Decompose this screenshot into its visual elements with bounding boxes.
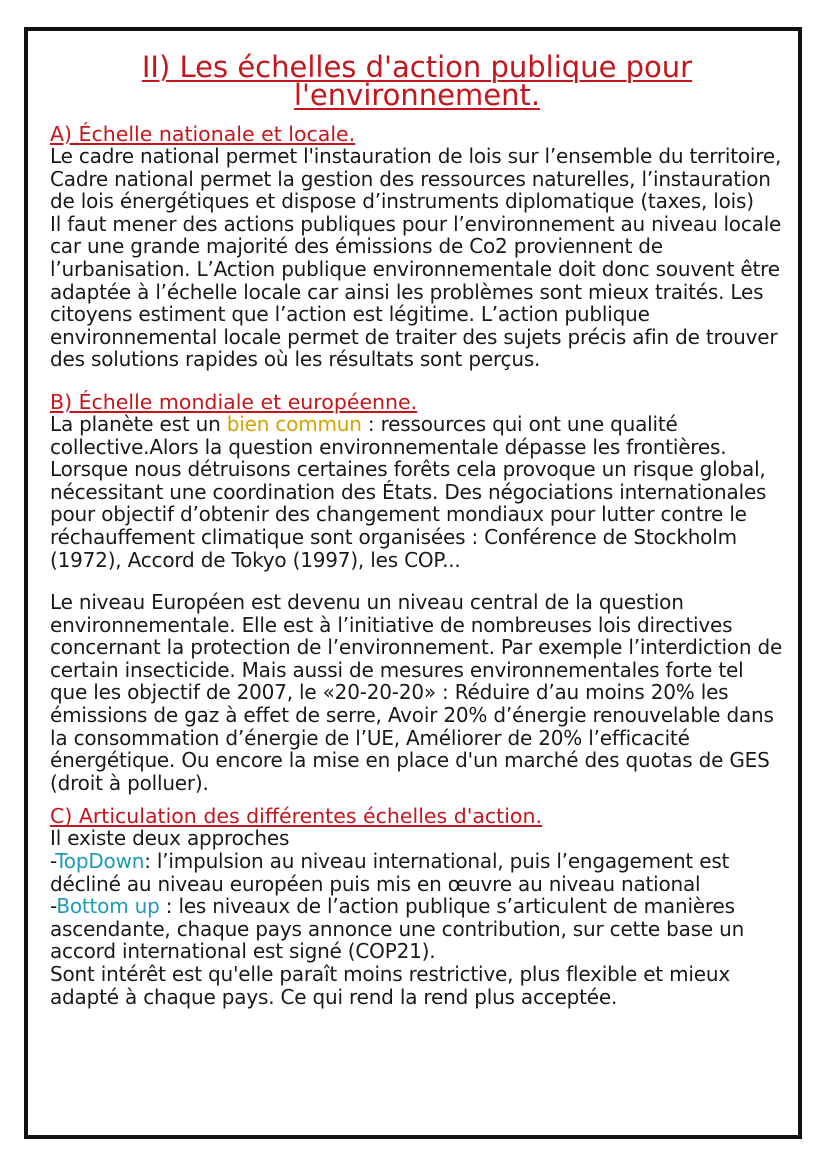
section-c-heading: C) Articulation des différentes échelles d'action. [50,804,542,829]
dash: - [50,894,57,919]
spacer [50,371,784,391]
dash: - [50,849,56,874]
section-c-topdown [50,850,784,895]
text-segment: La planète est un [50,411,227,436]
page-title-line-2: l'environnement. [293,78,541,112]
section-c-intro: Il existe deux approches [50,826,290,851]
section-b-paragraph-2: Le niveau Européen est devenu un niveau central de la question environnementale. Elle est à l’initiative de nombreuses lois directives concernant la protection de l’environnement. Par exemple l’interdiction de certain insecticide. Mais aussi de mesures environnementales forte tel que les objectif de 2007, le «20-20-20» : Réduire d’au moins 20% les émissions de gaz à effet de serre, Avoir 20% d’énergie renouvelable dans la consommation d’énergie de l’UE, Améliorer de 20% l’efficacité énergétique. Ou encore la mise en place d'un marché des quotas de GES (droit à polluer). [50,590,783,795]
page-title-line-1: II) Les échelles d'action publique pour [141,50,693,84]
highlight-bottom-up: Bottom up [56,894,160,919]
highlight-bien-commun: bien commun [226,411,362,436]
section-c-bottomup [50,895,784,963]
section-a-paragraph-1: Le cadre national permet l'instauration de lois sur l’ensemble du territoire, Cadre national permet la gestion des ressources naturelles, l’instauration de lois énergétiques et dispose d’instruments diplomatique (taxes, lois) [50,144,782,214]
document-frame [24,27,802,1139]
page-title [50,50,784,112]
text-segment: : l’impulsion au niveau international, puis l’engagement est décliné au niveau européen puis mis en œuvre au niveau national [50,849,730,896]
highlight-topdown: TopDown [55,849,145,874]
section-b-paragraph-1 [50,413,784,571]
section-a-heading: A) Échelle nationale et locale. [50,122,356,146]
text-segment: : les niveaux de l’action publique s’articulent de manières ascendante, chaque pays annonce une contribution, sur cette base un accord international est signé (COP21). [50,894,745,964]
section-b-heading: B) Échelle mondiale et européenne. [50,389,418,414]
section-c-conclusion: Sont intérêt est qu'elle paraît moins restrictive, plus flexible et mieux adapté à chaque pays. Ce qui rend la rend plus acceptée. [50,962,730,1009]
spacer [50,571,784,591]
section-a-paragraph-2: Il faut mener des actions publiques pour l’environnement au niveau locale car une grande majorité des émissions de Co2 proviennent de l’urbanisation. L’Action publique environnementale doit donc souvent être adaptée à l’échelle locale car ainsi les problèmes sont mieux traités. Les citoyens estiment que l’action est légitime. L’action publique environnemental locale permet de traiter des sujets précis afin de trouver des solutions rapides où les résultats sont perçus. [50,211,782,372]
text-segment: : ressources qui ont une qualité collective.Alors la question environnementale dépasse les frontières. Lorsque nous détruisons certaines forêts cela provoque un risque global, nécessitant une coordination des États. Des négociations internationales pour objectif d’obtenir des changement mondiaux pour lutter contre le réchauffement climatique sont organisées : Conférence de Stockholm (1972), Accord de Tokyo (1997), les COP... [50,411,767,572]
